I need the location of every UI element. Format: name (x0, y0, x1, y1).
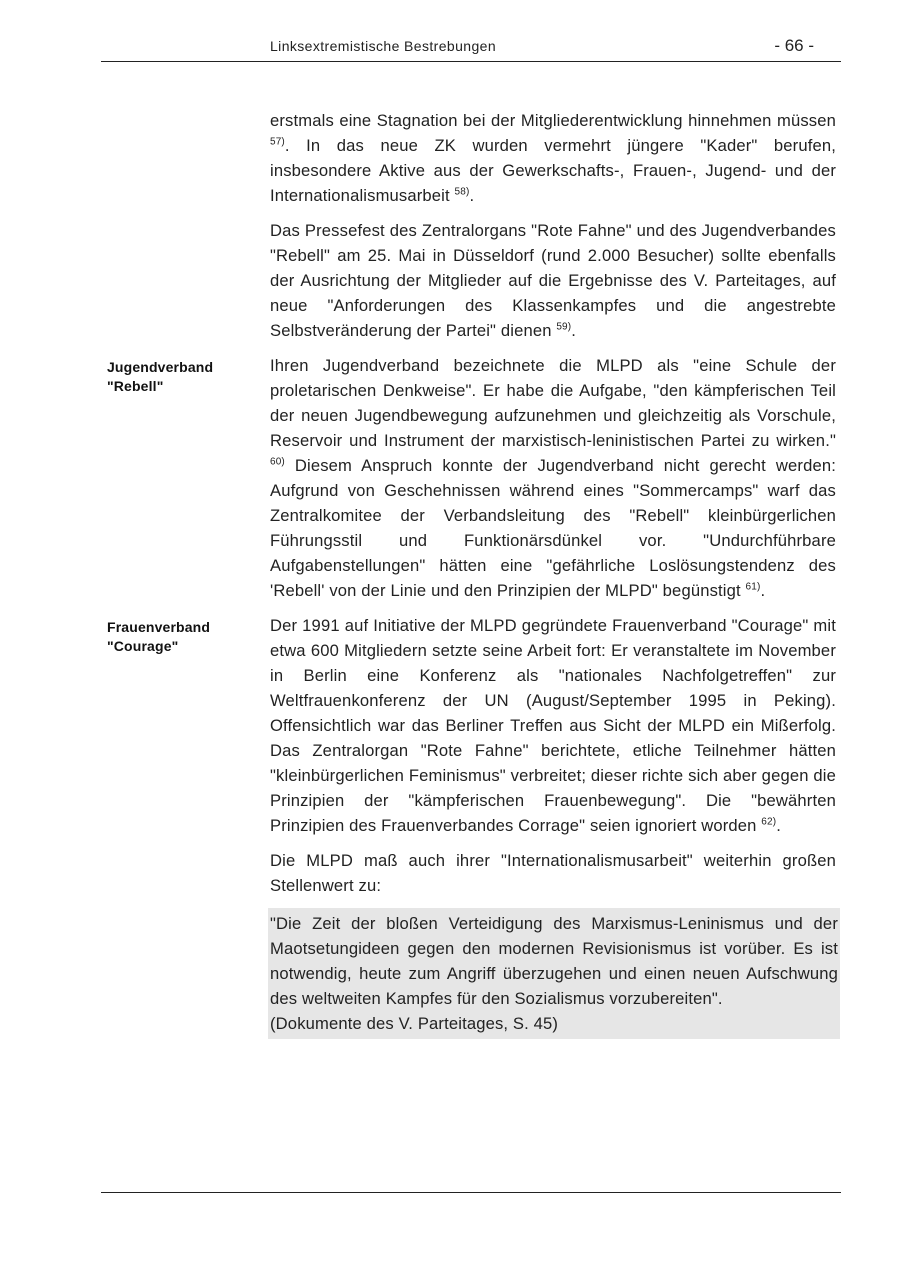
text-run: Das Pressefest des Zentralorgans "Rote Fahne" und des Jugendverbandes "Rebell" am 25. Mai in Düsseldorf (rund 2.000 Besucher) sollte ebenfalls der Ausrichtung der Mitglieder auf die Ergebnisse des V. Parteitages, auf neue "Anforderungen des Klassenkampfes und die angestrebte Selbstveränderung der Partei" dienen (270, 221, 836, 340)
marginal-heading-line: "Rebell" (107, 378, 164, 394)
footnote-ref: 59) (556, 321, 572, 333)
text-run: . In das neue ZK wurden vermehrt jüngere "Kader" berufen, insbesondere Aktive aus der Gewerkschafts-, Frauen-, Jugend- und der Internationalismusarbeit (270, 136, 836, 205)
marginal-heading-line: "Courage" (107, 638, 179, 654)
footnote-ref: 57) (270, 136, 285, 148)
text-run: Diesem Anspruch konnte der Jugendverband nicht gerecht werden: Aufgrund von Geschehnissen während eines "Sommercamps" warf das Zentralkomitee der Verbandsleitung des "Rebell" kleinbürgerlichen Führungsstil und Funktionärsdünkel vor. "Undurchführbare Aufgabenstellungen" hätten eine "gefährliche Loslösungstendenz des 'Rebell' von der Linie und den Prinzipien der MLPD" begünstigt (270, 456, 836, 600)
footer-rule (101, 1192, 841, 1193)
quote-source: (Dokumente des V. Parteitages, S. 45) (270, 1014, 559, 1033)
paragraph (270, 848, 836, 898)
paragraph (107, 353, 836, 603)
paragraph-list (107, 108, 836, 898)
text-run: Die MLPD maß auch ihrer "Internationalismusarbeit" weiterhin großen Stellenwert zu: (270, 851, 836, 895)
text-run: . (760, 581, 766, 600)
marginal-heading-line: Jugendverband (107, 359, 214, 375)
footnote-ref: 60) (270, 456, 285, 468)
quote-text: "Die Zeit der bloßen Verteidigung des Marxismus-Leninismus und der Maotsetungideen gegen den modernen Revisionismus ist vorüber. Es ist notwendig, heute zum Angriff überzugehen und einen neuen Aufschwung des weltweiten Kampfes für den Sozialismus vorzubereiten". (270, 914, 838, 1008)
text-run: erstmals eine Stagnation bei der Mitgliederentwicklung hinnehmen müssen (270, 111, 836, 130)
block-quote (268, 908, 840, 1039)
marginal-heading (107, 618, 247, 656)
main-text (107, 108, 838, 1039)
text-run: . (571, 321, 577, 340)
marginal-heading (107, 358, 247, 396)
header-rule (101, 61, 841, 62)
paragraph (270, 108, 836, 208)
page-number: - 66 - (774, 36, 814, 55)
footnote-ref: 62) (761, 816, 777, 828)
running-header-title: Linksextremistische Bestrebungen (270, 38, 497, 54)
text-run: . (776, 816, 781, 835)
footnote-ref: 58) (454, 186, 470, 198)
text-run: Ihren Jugendverband bezeichnete die MLPD als "eine Schule der proletarischen Denkweise". Er habe die Aufgabe, "den kämpferischen Teil der neuen Jugendbewegung aufzunehmen und gleichzeitig als Vorschule, Reservoir und Instrument der marxistisch-leninistischen Partei zu wirken." (270, 356, 836, 450)
text-run: Der 1991 auf Initiative der MLPD gegründete Frauenverband "Courage" mit etwa 600 Mitgliedern setzte seine Arbeit fort: Er veranstaltete im November in Berlin eine Konferenz als "nationales Nachfolgetreffen" zur Weltfrauenkonferenz der UN (August/September 1995 in Peking). Offensichtlich war das Berliner Treffen aus Sicht der MLPD ein Mißerfolg. Das Zentralorgan "Rote Fahne" berichtete, etliche Teilnehmer hätten "kleinbürgerlichen Feminismus" verbreitet; dieser richte sich aber gegen die Prinzipien der "kämpferischen Frauenbewegung". Die "bewährten Prinzipien des Frauenverbandes Corrage" seien ignoriert worden (270, 616, 836, 835)
marginal-heading-line: Frauenverband (107, 619, 211, 635)
paragraph (270, 218, 836, 343)
footnote-ref: 61) (745, 581, 761, 593)
text-run: . (469, 186, 475, 205)
paragraph (107, 613, 836, 838)
